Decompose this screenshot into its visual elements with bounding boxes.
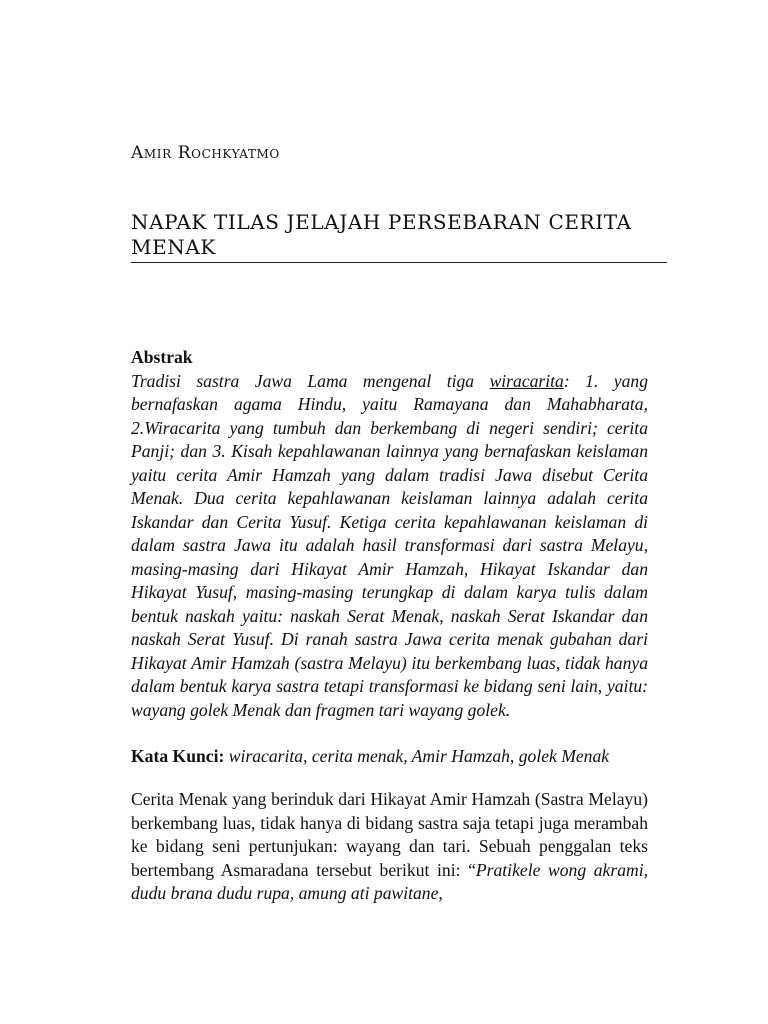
abstract-heading: Abstrak [131, 347, 193, 367]
abstract-lead: Tradisi sastra Jawa Lama mengenal tiga [131, 370, 490, 391]
body-quote: Pratikele wong akrami, dudu brana dudu rupa, amung ati pawitane, [131, 859, 648, 903]
abstract-rest: : 1. yang bernafaskan agama Hindu, yaitu Ramayana dan Mahabharata, 2.Wiracarita yang tumbuh dan berkembang di negeri sendiri; cerita Panji; dan 3. Kisah kepahlawanan lainnya yang bernafaskan keislaman yaitu cerita Amir Hamzah yang dalam tradisi Jawa disebut Cerita Menak. Dua cerita kepahlawanan keislaman lainnya adalah cerita Iskandar dan Cerita Yusuf. Ketiga cerita kepahlawanan keislaman di dalam sastra Jawa itu adalah hasil transformasi dari sastra Melayu, masing-masing dari Hikayat Amir Hamzah, Hikayat Iskandar dan Hikayat Yusuf, masing-masing terungkap di dalam karya tulis dalam bentuk naskah yaitu: naskah Serat Menak, naskah Serat Iskandar dan naskah Serat Yusuf. Di ranah sastra Jawa cerita menak gubahan dari Hikayat Amir Hamzah (sastra Melayu) itu berkembang luas, tidak hanya dalam bentuk karya sastra tetapi transformasi ke bidang seni lain, yaitu: wayang golek Menak dan fragmen tari wayang golek. [131, 370, 648, 720]
keywords-line [131, 745, 671, 769]
abstract-underlined-term: wiracarita [489, 370, 564, 391]
abstract-section [131, 346, 648, 722]
abstract-body [131, 370, 648, 723]
keywords-values: wiracarita, cerita menak, Amir Hamzah, golek Menak [228, 746, 610, 766]
author-name: Amir Rochkyatmo [131, 143, 280, 163]
body-paragraph [131, 788, 648, 906]
quote-mark: “ [468, 859, 476, 880]
article-title: NAPAK TILAS JELAJAH PERSEBARAN CERITA MENAK [131, 210, 667, 263]
keywords-label: Kata Kunci: [131, 746, 225, 766]
body-paragraph-text: Cerita Menak yang berinduk dari Hikayat Amir Hamzah (Sastra Melayu) berkembang luas, tidak hanya di bidang sastra saja tetapi juga merambah ke bidang seni pertunjukan: wayang dan tari. Sebuah penggalan teks bertembang Asmaradana tersebut berikut ini: [131, 789, 648, 880]
